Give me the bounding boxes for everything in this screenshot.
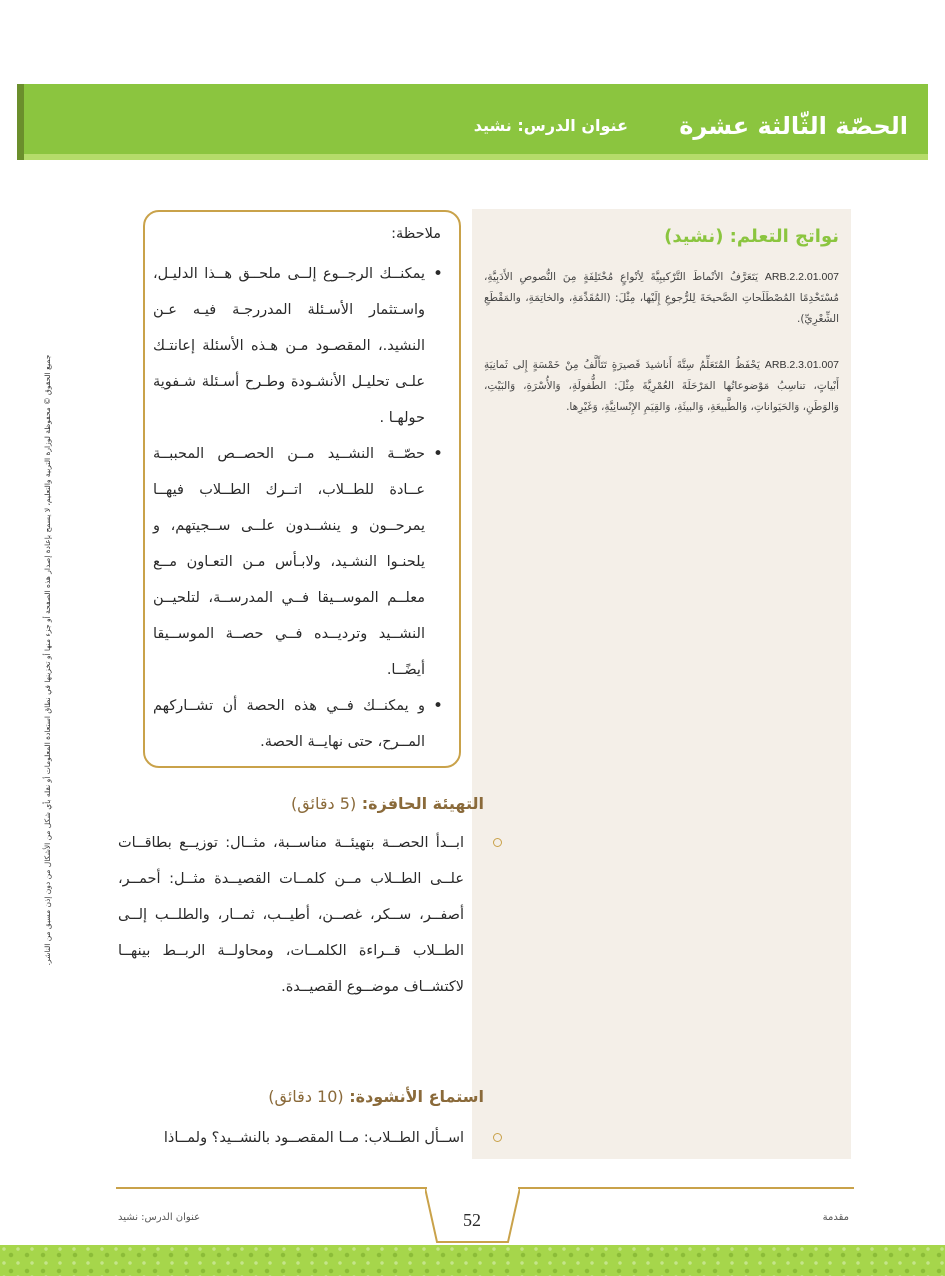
header-stripe [24,154,928,160]
footer-divider-left [116,1187,427,1189]
warmup-time: (5 دقائق) [290,794,357,813]
note-item: • حصّــة النشــيد مــن الحصــص المحببــة عــادة للطــلاب، اتــرك الطــلاب فيهــا يمرحــون و ينشــدون علــى ســجيتهم، و يلحنـوا النشـيد، ولابـأس مـن التعـاون مــع معلــم الموســيقا فــي المدرســة، لتلحيــن النشــيد وترديــده فــي حصــة الموســيقا أيضًــا. [153,436,445,688]
footer-lesson-title: عنوان الدرس: نشيد [118,1212,201,1223]
listening-title: استماع الأنشودة: [349,1087,484,1106]
lesson-title: عنوان الدرس: نشيد [473,116,628,135]
warmup-text: ابــدأ الحصــة بتهيئــة مناســبة، مثــال: توزيــع بطاقــات علــى الطــلاب مــن كلمــات القصيــدة مثــل: أحمــر، أصفــر، ســكر، غصــن، أطيــب، ثمــار، والطلــب إلــى الطــلاب قــراءة الكلمــات، ومحاولــة الربــط بينهــا لاكتشــاف موضــوع القصيــدة. [118,835,464,995]
outcome-code: ARB.2.3.01.007 [764,359,839,371]
outcome-code: ARB.2.2.01.007 [764,271,839,283]
page-number: 52 [463,1210,481,1230]
lesson-number-title: الحصّة الثّالثة عشرة [679,112,908,140]
note-list [153,256,445,760]
note-title: ملاحظة: [391,226,441,242]
learning-outcome-item [484,355,839,418]
warmup-paragraph [118,825,484,1005]
learning-outcomes-title: نواتج التعلم: (نشيد) [664,226,839,247]
listening-text: اســأل الطــلاب: مــا المقصــود بالنشــيد؟ ولمــاذا [163,1130,464,1146]
copyright-side-note: جميع الحقوق © محفوظة لوزارة التربية والتعليم، لا يسمح بإعادة إصدار هذه الصفحة أو جزء منها أو تخزينها في نطاق استعادة المعلومات أو نقله بأي شكل من الأشكال من دون إذن مسبق من الناشر. [43,354,52,966]
footer-section-label: مقدمة [822,1212,849,1223]
listening-paragraph [118,1120,484,1156]
outcome-text: يَتَعَرَّفُ الأنْماطَ التَّرْكيبِيَّةَ لِأنْواعٍ مُخْتَلِفَةٍ مِنَ النُّصوصِ الأَدَبِيَّةِ، مُسْتَخْدِمًا المُصْطَلَحاتِ الصَّحيحَةَ لِلرُّجوعِ إِلَيْها، مِثْلَ: (المُقَدِّمَةِ، والخاتِمَةِ، والمَقْطَعِ الشِّعْرِيِّ). [484,271,839,325]
decorative-footer-pattern [0,1245,945,1276]
footer-divider-right [518,1187,854,1189]
note-item: • و يمكنــك فــي هذه الحصة أن تشــاركهم المــرح، حتى نهايــة الحصة. [153,688,445,760]
learning-outcomes-panel [472,209,851,1159]
listening-time: (10 دقائق) [268,1087,344,1106]
ring-bullet-icon [493,838,502,847]
outcome-text: يَحْفَظُ المُتَعَلِّمُ سِتَّةَ أَناشيدَ قَصيرَةٍ تَتَأَلَّفُ مِنْ خَمْسَةٍ إِلى ثَمانِيَةِ أَبْياتٍ، تناسِبُ مَوْضوعاتُها المَرْحَلَةَ العُمْرِيَّةَ مِثْلَ: الطُّفولَةِ، وَالأُسْرَةِ، وَالبَيْتِ، وَالوَطَنِ، وَالحَيَواناتِ، وَالطَّبيعَةِ، وَالبيئَةِ، وَالقِيَمِ الإِنْسانِيَّةِ، وَغَيْرِها. [484,359,839,413]
lesson-header [17,84,928,160]
ring-bullet-icon [493,1133,502,1142]
warmup-section-title [291,794,484,813]
note-box [143,210,461,768]
warmup-title: التهيئة الحافزة: [361,794,484,813]
listening-section-title [268,1087,484,1106]
learning-outcome-item [484,267,839,330]
note-item: • يمكنــك الرجــوع إلــى ملحــق هــذا الدليـل، واسـتثمار الأسـئلة المدررجـة فيـه عـن النشيد.، المقصـود مـن هـذه الأسئلة إعانتـك علـى تحليـل الأنشـودة وطـرح أسـئلة شـفوية حولهـا . [153,256,445,436]
